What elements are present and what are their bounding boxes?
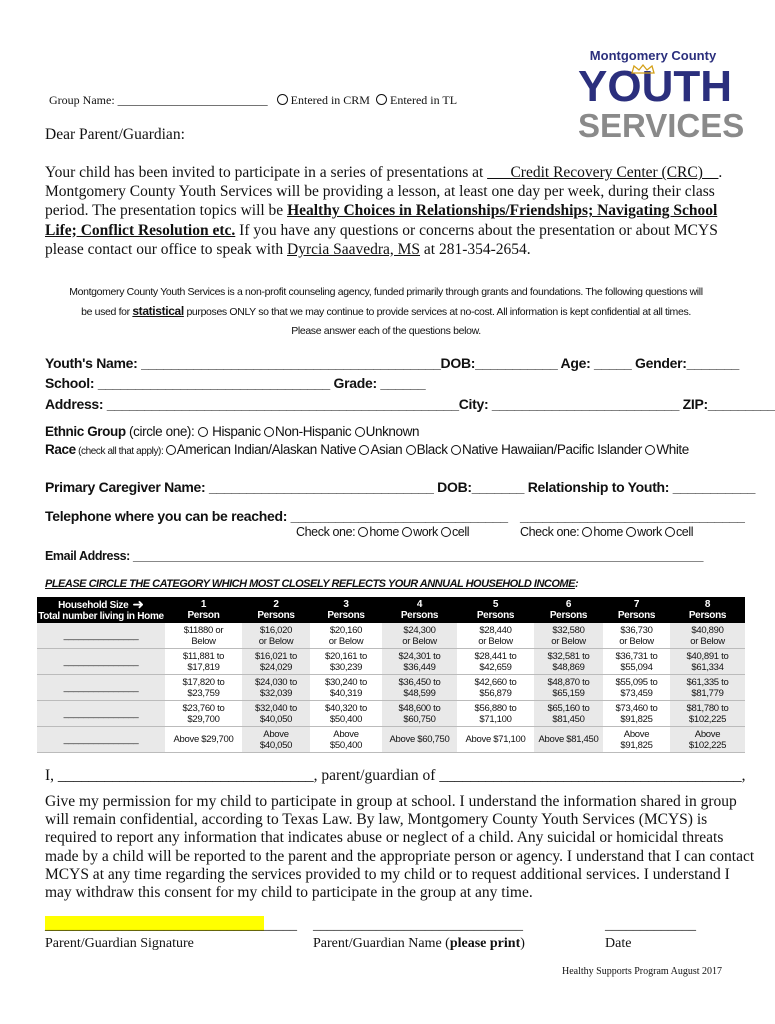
col-header-6: 6 Persons [534, 597, 603, 623]
logo-services: SERVICES [578, 107, 745, 144]
col-header-3: 3 Persons [310, 597, 382, 623]
income-instruction: PLEASE CIRCLE THE CATEGORY WHICH MOST CLOSELY REFLECTS YOUR ANNUAL HOUSEHOLD INCOME: [45, 578, 579, 590]
phone-type-1: Check one: home work cell [296, 525, 470, 539]
telephone-field-2[interactable]: ______________________________ [520, 508, 745, 524]
letter-paragraph [45, 163, 722, 259]
income-cell[interactable]: $81,780 to $102,225 [670, 701, 745, 727]
income-cell[interactable]: $65,160 to $81,450 [534, 701, 603, 727]
black-radio[interactable] [406, 445, 416, 455]
race-group: Race (check all that apply): American Indian/Alaskan Native Asian Black Native Hawaiian/Pacific Islander White [45, 442, 689, 457]
income-cell[interactable]: $36,450 to $48,599 [382, 675, 457, 701]
col-header-7: 7 Persons [603, 597, 670, 623]
income-cell[interactable]: $48,870 to $65,159 [534, 675, 603, 701]
intro-text: Montgomery County Youth Services is a non-profit counseling agency, funded primarily through grants and foundations. The following questions will be used for statistical purposes ONLY so that we may continue to provide services at no-cost. All information is kept confidential at all times. Please answer each of the questions below. [69, 286, 703, 337]
crown-icon [630, 64, 656, 74]
unknown-radio[interactable] [355, 427, 365, 437]
address-field[interactable]: Address: _______________________________________________City: _________________________ ZIP:_________ [45, 396, 775, 412]
phone-type-2: Check one: home work cell [520, 525, 694, 539]
income-cell[interactable]: $24,301 to $36,449 [382, 649, 457, 675]
date-label: Date [605, 936, 632, 951]
income-cell[interactable]: Above $50,400 [310, 727, 382, 753]
group-header [49, 93, 457, 108]
table-row [37, 623, 745, 649]
name-label: Parent/Guardian Name (please print) [313, 936, 525, 951]
asian-radio[interactable] [359, 445, 369, 455]
caregiver-field[interactable]: Primary Caregiver Name: ______________________________ DOB:_______ Relationship to Youth: ___________ [45, 479, 756, 495]
household-size-blank[interactable]: _______________ [37, 649, 165, 675]
household-size-header: Household Size ➜ Total number living in Home [38, 595, 164, 622]
income-cell[interactable]: Above $29,700 [165, 727, 242, 753]
home-radio[interactable] [358, 527, 368, 537]
col-header-2: 2 Persons [242, 597, 310, 623]
income-cell[interactable]: $16,021 to $24,029 [242, 649, 310, 675]
income-cell[interactable]: $28,441 to $42,659 [457, 649, 534, 675]
income-cell[interactable]: Above $71,100 [457, 727, 534, 753]
table-row [37, 675, 745, 701]
letter-line-2: Montgomery County Youth Services will be providing a lesson, at least one day per week, during their class [45, 183, 715, 201]
entered-crm-label: Entered in CRM [290, 93, 370, 107]
youth-name-field[interactable]: Youth's Name: ________________________________________DOB:___________ Age: _____ Gender:_______ [45, 355, 740, 371]
consent-paragraph: Give my permission for my child to participate in group at school. I understand the information shared in group will remain confidential, according to Texas Law. By law, Montgomery County Youth Services (MCYS) is required to report any information that indicates abuse or neglect of a child. Any suicidal or homicidal threats made by a child will be reported to the parent and the appropriate person or agency. I understand that I can contact MCYS at any time regarding the services provided to my child or to request additional services. I understand I may withdraw this consent for my child to participate in the group at any time. [45, 793, 755, 902]
income-cell[interactable]: $28,440 or Below [457, 623, 534, 649]
income-header-row [37, 597, 745, 623]
col-header-4: 4 Persons [382, 597, 457, 623]
work-radio-2[interactable] [626, 527, 636, 537]
name-line[interactable]: ______________________________ [313, 918, 523, 933]
income-cell[interactable]: $55,095 to $73,459 [603, 675, 670, 701]
income-cell[interactable]: $40,320 to $50,400 [310, 701, 382, 727]
income-cell[interactable]: $40,891 to $61,334 [670, 649, 745, 675]
arrow-right-icon: ➜ [132, 595, 144, 612]
date-line[interactable]: _____________ [605, 918, 696, 933]
income-cell[interactable]: $16,020 or Below [242, 623, 310, 649]
income-cell[interactable]: $23,760 to $29,700 [165, 701, 242, 727]
household-size-blank[interactable]: _______________ [37, 675, 165, 701]
logo [578, 48, 745, 144]
letter-line-4: Life; Conflict Resolution etc. If you have any questions or concerns about the presentation or about MCYS [45, 221, 718, 239]
letter-line-3: period. The presentation topics will be Healthy Choices in Relationships/Friendships; Navigating School [45, 202, 718, 220]
income-cell[interactable]: $42,660 to $56,879 [457, 675, 534, 701]
income-cell[interactable]: $32,581 to $48,869 [534, 649, 603, 675]
telephone-field[interactable]: Telephone where you can be reached: _____________________________ [45, 508, 508, 524]
ethnic-group: Ethnic Group (circle one): Hispanic Non-Hispanic Unknown [45, 424, 420, 439]
group-name-field[interactable]: Group Name: _________________________ [49, 93, 268, 107]
signature-line[interactable]: ____________________________________ [45, 918, 297, 933]
cell-radio-2[interactable] [665, 527, 675, 537]
entered-crm-radio[interactable] [277, 94, 288, 105]
income-cell[interactable]: $20,161 to $30,239 [310, 649, 382, 675]
signature-label: Parent/Guardian Signature [45, 936, 194, 951]
table-row [37, 649, 745, 675]
american-indian-radio[interactable] [166, 445, 176, 455]
income-cell[interactable]: $36,730 or Below [603, 623, 670, 649]
household-size-blank[interactable]: _______________ [37, 727, 165, 753]
income-table [37, 597, 745, 753]
household-size-blank[interactable]: _______________ [37, 701, 165, 727]
household-size-blank[interactable]: _______________ [37, 623, 165, 649]
pacific-islander-radio[interactable] [451, 445, 461, 455]
income-cell[interactable]: $48,600 to $60,750 [382, 701, 457, 727]
income-cell[interactable]: $32,040 to $40,050 [242, 701, 310, 727]
income-cell[interactable]: $40,890 or Below [670, 623, 745, 649]
income-cell[interactable]: $17,820 to $23,759 [165, 675, 242, 701]
location: ___Credit Recovery Center (CRC)__ [487, 164, 719, 181]
col-header-1: 1 Person [165, 597, 242, 623]
letter-line-5: please contact our office to speak with Dyrcia Saavedra, MS at 281-354-2654. [45, 240, 531, 258]
salutation: Dear Parent/Guardian: [45, 126, 185, 143]
consent-line[interactable]: I, _________________________________, parent/guardian of _______________________________________, [45, 767, 746, 784]
logo-youth: YOUTH [578, 62, 732, 111]
income-cell[interactable]: Above $60,750 [382, 727, 457, 753]
income-cell[interactable]: $11,881 to $17,819 [165, 649, 242, 675]
income-cell[interactable]: Above $81,450 [534, 727, 603, 753]
footer: Healthy Supports Program August 2017 [562, 966, 722, 977]
income-cell[interactable]: $36,731 to $55,094 [603, 649, 670, 675]
income-cell[interactable]: $61,335 to $81,779 [670, 675, 745, 701]
entered-tl-label: Entered in TL [389, 93, 458, 107]
cell-radio[interactable] [441, 527, 451, 537]
table-row [37, 701, 745, 727]
col-header-8: 8 Persons [670, 597, 745, 623]
income-cell[interactable]: $24,300 or Below [382, 623, 457, 649]
table-row [37, 727, 745, 753]
topics: Healthy Choices in Relationships/Friendships; Navigating School [287, 202, 718, 220]
income-cell[interactable]: $24,030 to $32,039 [242, 675, 310, 701]
logo-top-line: Montgomery County [589, 48, 717, 63]
income-cell[interactable]: $30,240 to $40,319 [310, 675, 382, 701]
income-cell[interactable]: $56,880 to $71,100 [457, 701, 534, 727]
income-cell[interactable]: Above $91,825 [603, 727, 670, 753]
income-cell[interactable]: $20,160 or Below [310, 623, 382, 649]
letter-line-1: Your child has been invited to participate in a series of presentations at ___Credit Recovery Center (CRC)__. [45, 164, 723, 181]
email-field[interactable]: Email Address: _______________________________________________________________________________________ [45, 549, 704, 563]
work-radio[interactable] [402, 527, 412, 537]
income-cell[interactable]: Above $40,050 [242, 727, 310, 753]
income-cell[interactable]: $73,460 to $91,825 [603, 701, 670, 727]
home-radio-2[interactable] [582, 527, 592, 537]
col-header-5: 5 Persons [457, 597, 534, 623]
white-radio[interactable] [645, 445, 655, 455]
hispanic-radio[interactable] [198, 427, 208, 437]
school-field[interactable]: School: _______________________________ Grade: ______ [45, 375, 426, 391]
non-hispanic-radio[interactable] [264, 427, 274, 437]
entered-tl-radio[interactable] [376, 94, 387, 105]
contact-name: Dyrcia Saavedra, MS [287, 240, 421, 258]
income-cell[interactable]: $32,580 or Below [534, 623, 603, 649]
income-cell[interactable]: Above $102,225 [670, 727, 745, 753]
income-cell[interactable]: $11880 or Below [165, 623, 242, 649]
